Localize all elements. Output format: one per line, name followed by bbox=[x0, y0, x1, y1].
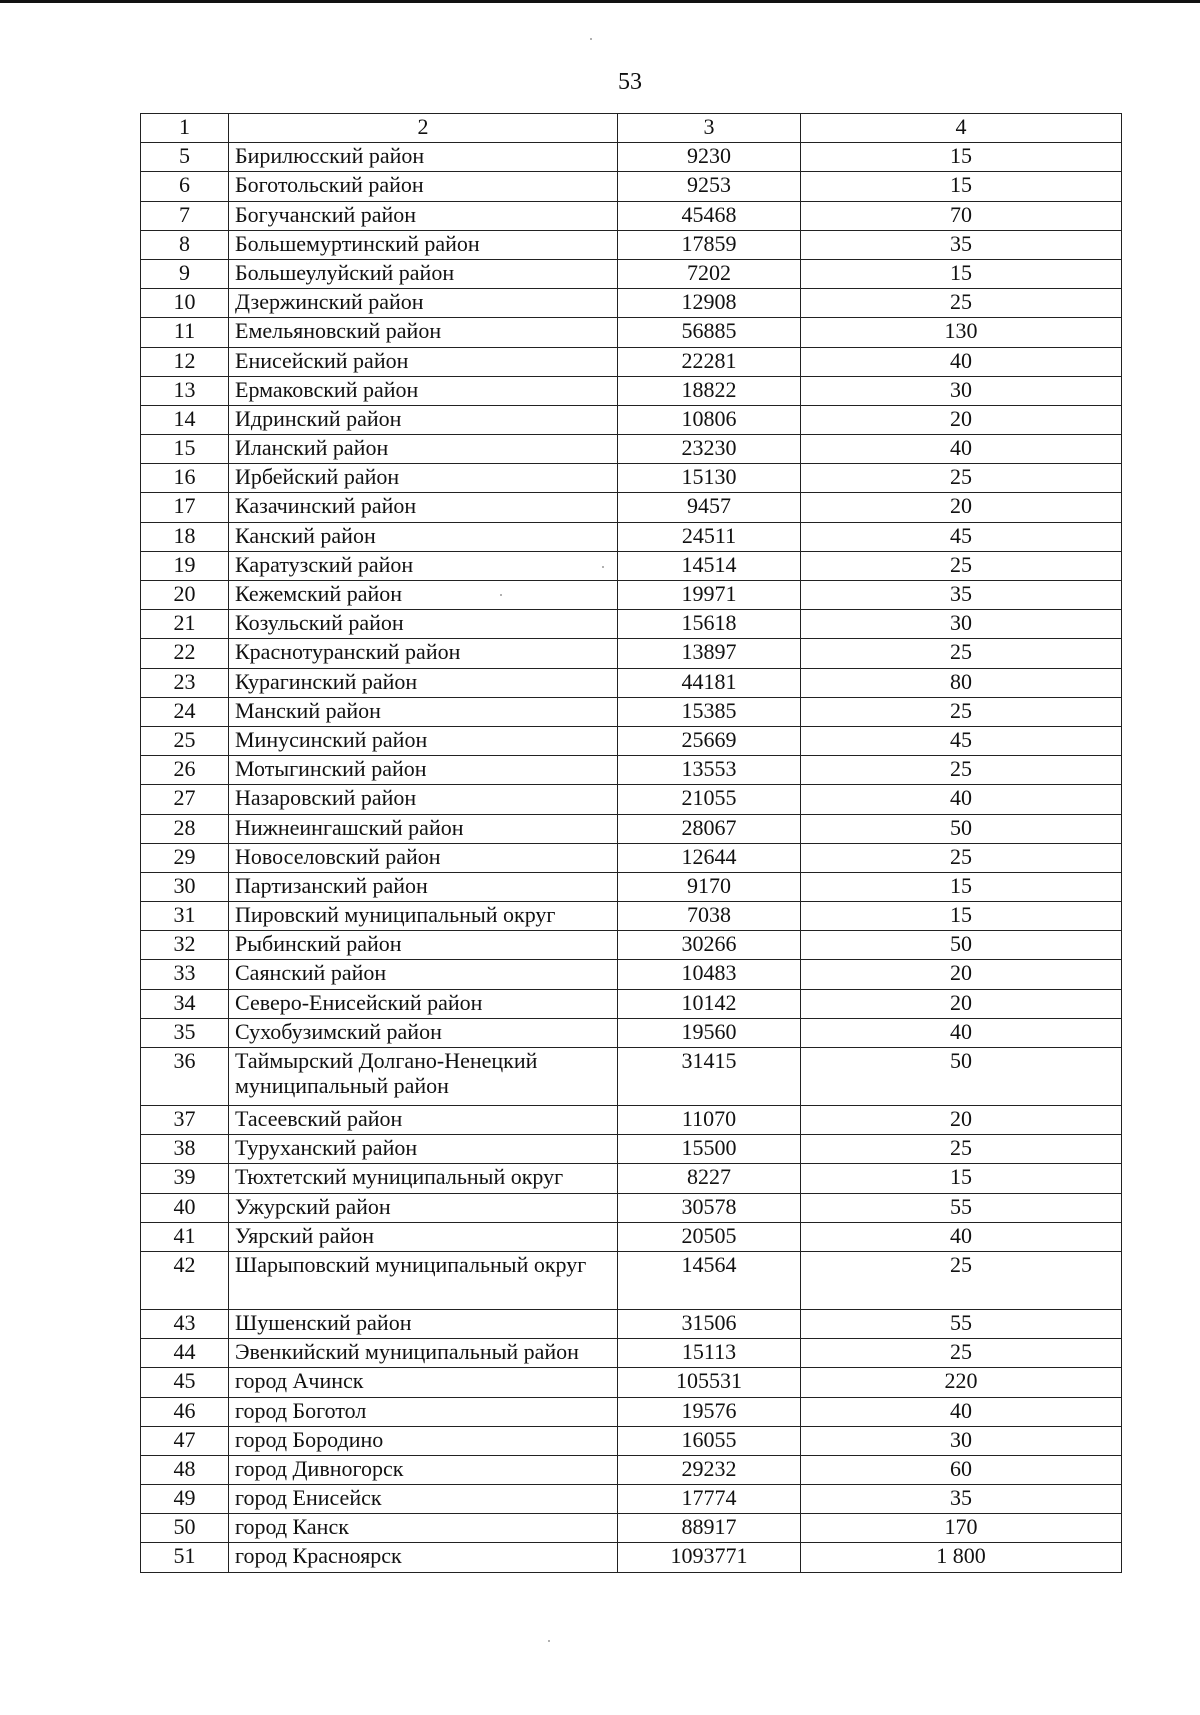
table-row bbox=[141, 172, 1122, 201]
row-number-cell: 35 bbox=[141, 1018, 229, 1047]
quota-cell: 70 bbox=[801, 201, 1122, 230]
table-row bbox=[141, 289, 1122, 318]
district-name-cell: город Дивногорск bbox=[229, 1455, 618, 1484]
table-row bbox=[141, 1309, 1122, 1338]
district-name-cell: Назаровский район bbox=[229, 785, 618, 814]
row-number-cell: 21 bbox=[141, 610, 229, 639]
table-row bbox=[141, 756, 1122, 785]
population-cell: 15130 bbox=[618, 464, 801, 493]
district-name-cell: Канский район bbox=[229, 522, 618, 551]
quota-cell: 50 bbox=[801, 814, 1122, 843]
quota-cell: 25 bbox=[801, 1135, 1122, 1164]
district-name-cell: Таймырский Долгано-Ненецкий муниципальный район bbox=[229, 1048, 618, 1106]
scan-speck bbox=[590, 38, 592, 40]
table-row bbox=[141, 1455, 1122, 1484]
scan-speck bbox=[548, 1640, 550, 1642]
table-row bbox=[141, 1426, 1122, 1455]
row-number-cell: 12 bbox=[141, 347, 229, 376]
population-cell: 10483 bbox=[618, 960, 801, 989]
quota-cell: 220 bbox=[801, 1368, 1122, 1397]
population-cell: 20505 bbox=[618, 1222, 801, 1251]
row-number-cell: 33 bbox=[141, 960, 229, 989]
row-number-cell: 9 bbox=[141, 259, 229, 288]
table-row bbox=[141, 1251, 1122, 1309]
header-cell-4: 4 bbox=[801, 114, 1122, 143]
population-cell: 13897 bbox=[618, 639, 801, 668]
population-cell: 11070 bbox=[618, 1106, 801, 1135]
table-row bbox=[141, 1485, 1122, 1514]
quota-cell: 25 bbox=[801, 697, 1122, 726]
row-number-cell: 13 bbox=[141, 376, 229, 405]
quota-cell: 20 bbox=[801, 960, 1122, 989]
header-cell-3: 3 bbox=[618, 114, 801, 143]
quota-cell: 170 bbox=[801, 1514, 1122, 1543]
quota-cell: 20 bbox=[801, 1106, 1122, 1135]
table-row bbox=[141, 1106, 1122, 1135]
district-name-cell: Боготольский район bbox=[229, 172, 618, 201]
district-name-cell: Тюхтетский муниципальный округ bbox=[229, 1164, 618, 1193]
population-cell: 19576 bbox=[618, 1397, 801, 1426]
row-number-cell: 40 bbox=[141, 1193, 229, 1222]
table-row bbox=[141, 931, 1122, 960]
quota-cell: 30 bbox=[801, 376, 1122, 405]
row-number-cell: 5 bbox=[141, 143, 229, 172]
quota-cell: 25 bbox=[801, 756, 1122, 785]
population-cell: 16055 bbox=[618, 1426, 801, 1455]
table-row bbox=[141, 1543, 1122, 1572]
district-name-cell: город Ачинск bbox=[229, 1368, 618, 1397]
district-name-cell: Тасеевский район bbox=[229, 1106, 618, 1135]
row-number-cell: 18 bbox=[141, 522, 229, 551]
row-number-cell: 49 bbox=[141, 1485, 229, 1514]
population-cell: 15618 bbox=[618, 610, 801, 639]
table-row bbox=[141, 230, 1122, 259]
quota-cell: 50 bbox=[801, 1048, 1122, 1106]
row-number-cell: 47 bbox=[141, 1426, 229, 1455]
population-cell: 15113 bbox=[618, 1339, 801, 1368]
quota-cell: 35 bbox=[801, 230, 1122, 259]
row-number-cell: 30 bbox=[141, 872, 229, 901]
population-cell: 22281 bbox=[618, 347, 801, 376]
row-number-cell: 20 bbox=[141, 581, 229, 610]
row-number-cell: 51 bbox=[141, 1543, 229, 1572]
row-number-cell: 46 bbox=[141, 1397, 229, 1426]
row-number-cell: 22 bbox=[141, 639, 229, 668]
district-name-cell: Северо-Енисейский район bbox=[229, 989, 618, 1018]
district-name-cell: Пировский муниципальный округ bbox=[229, 902, 618, 931]
quota-cell: 25 bbox=[801, 289, 1122, 318]
table-row bbox=[141, 1193, 1122, 1222]
population-cell: 12908 bbox=[618, 289, 801, 318]
population-cell: 19971 bbox=[618, 581, 801, 610]
row-number-cell: 42 bbox=[141, 1251, 229, 1309]
population-cell: 14564 bbox=[618, 1251, 801, 1309]
population-cell: 17859 bbox=[618, 230, 801, 259]
population-cell: 29232 bbox=[618, 1455, 801, 1484]
row-number-cell: 6 bbox=[141, 172, 229, 201]
district-name-cell: Партизанский район bbox=[229, 872, 618, 901]
district-name-cell: Емельяновский район bbox=[229, 318, 618, 347]
population-cell: 30266 bbox=[618, 931, 801, 960]
row-number-cell: 28 bbox=[141, 814, 229, 843]
population-cell: 21055 bbox=[618, 785, 801, 814]
table-row bbox=[141, 872, 1122, 901]
quota-cell: 25 bbox=[801, 639, 1122, 668]
table-row bbox=[141, 435, 1122, 464]
population-cell: 25669 bbox=[618, 726, 801, 755]
district-name-cell: город Енисейск bbox=[229, 1485, 618, 1514]
district-name-cell: Эвенкийский муниципальный район bbox=[229, 1339, 618, 1368]
district-name-cell: город Боготол bbox=[229, 1397, 618, 1426]
district-name-cell: город Бородино bbox=[229, 1426, 618, 1455]
table-row bbox=[141, 1164, 1122, 1193]
population-cell: 24511 bbox=[618, 522, 801, 551]
population-cell: 15500 bbox=[618, 1135, 801, 1164]
population-cell: 9170 bbox=[618, 872, 801, 901]
quota-cell: 15 bbox=[801, 143, 1122, 172]
table-row bbox=[141, 376, 1122, 405]
population-cell: 45468 bbox=[618, 201, 801, 230]
table-row bbox=[141, 581, 1122, 610]
table-row bbox=[141, 960, 1122, 989]
quota-cell: 55 bbox=[801, 1309, 1122, 1338]
district-name-cell: Енисейский район bbox=[229, 347, 618, 376]
district-name-cell: Сухобузимский район bbox=[229, 1018, 618, 1047]
quota-cell: 20 bbox=[801, 989, 1122, 1018]
table-row bbox=[141, 989, 1122, 1018]
quota-cell: 35 bbox=[801, 581, 1122, 610]
district-name-cell: Богучанский район bbox=[229, 201, 618, 230]
row-number-cell: 41 bbox=[141, 1222, 229, 1251]
district-name-cell: Мотыгинский район bbox=[229, 756, 618, 785]
table-row bbox=[141, 493, 1122, 522]
quota-cell: 20 bbox=[801, 405, 1122, 434]
row-number-cell: 39 bbox=[141, 1164, 229, 1193]
district-name-cell: Туруханский район bbox=[229, 1135, 618, 1164]
quota-cell: 40 bbox=[801, 1222, 1122, 1251]
district-name-cell: Бирилюсский район bbox=[229, 143, 618, 172]
row-number-cell: 14 bbox=[141, 405, 229, 434]
row-number-cell: 23 bbox=[141, 668, 229, 697]
population-cell: 10806 bbox=[618, 405, 801, 434]
district-name-cell: город Канск bbox=[229, 1514, 618, 1543]
row-number-cell: 31 bbox=[141, 902, 229, 931]
table-row bbox=[141, 843, 1122, 872]
table-row bbox=[141, 1514, 1122, 1543]
district-name-cell: Казачинский район bbox=[229, 493, 618, 522]
quota-cell: 35 bbox=[801, 1485, 1122, 1514]
population-cell: 7038 bbox=[618, 902, 801, 931]
row-number-cell: 17 bbox=[141, 493, 229, 522]
quota-cell: 15 bbox=[801, 172, 1122, 201]
header-cell-2: 2 bbox=[229, 114, 618, 143]
table-row bbox=[141, 902, 1122, 931]
row-number-cell: 37 bbox=[141, 1106, 229, 1135]
quota-cell: 130 bbox=[801, 318, 1122, 347]
population-cell: 44181 bbox=[618, 668, 801, 697]
row-number-cell: 10 bbox=[141, 289, 229, 318]
quota-cell: 25 bbox=[801, 843, 1122, 872]
row-number-cell: 32 bbox=[141, 931, 229, 960]
quota-cell: 40 bbox=[801, 785, 1122, 814]
row-number-cell: 25 bbox=[141, 726, 229, 755]
table-row bbox=[141, 318, 1122, 347]
population-cell: 18822 bbox=[618, 376, 801, 405]
row-number-cell: 38 bbox=[141, 1135, 229, 1164]
table-row bbox=[141, 405, 1122, 434]
table-header-row bbox=[141, 114, 1122, 143]
table-row bbox=[141, 639, 1122, 668]
district-name-cell: Козульский район bbox=[229, 610, 618, 639]
quota-cell: 30 bbox=[801, 1426, 1122, 1455]
population-cell: 9457 bbox=[618, 493, 801, 522]
scan-speck bbox=[500, 594, 502, 596]
district-name-cell: Рыбинский район bbox=[229, 931, 618, 960]
table-row bbox=[141, 1048, 1122, 1106]
population-cell: 13553 bbox=[618, 756, 801, 785]
district-name-cell: Большемуртинский район bbox=[229, 230, 618, 259]
quota-cell: 45 bbox=[801, 726, 1122, 755]
quota-cell: 40 bbox=[801, 1018, 1122, 1047]
row-number-cell: 29 bbox=[141, 843, 229, 872]
population-cell: 15385 bbox=[618, 697, 801, 726]
row-number-cell: 24 bbox=[141, 697, 229, 726]
population-cell: 105531 bbox=[618, 1368, 801, 1397]
table-row bbox=[141, 551, 1122, 580]
district-name-cell: Ермаковский район bbox=[229, 376, 618, 405]
population-cell: 30578 bbox=[618, 1193, 801, 1222]
table-row bbox=[141, 1397, 1122, 1426]
scan-top-edge bbox=[0, 0, 1200, 3]
quota-cell: 40 bbox=[801, 435, 1122, 464]
table-row bbox=[141, 726, 1122, 755]
population-cell: 31506 bbox=[618, 1309, 801, 1338]
district-name-cell: Идринский район bbox=[229, 405, 618, 434]
population-cell: 14514 bbox=[618, 551, 801, 580]
quota-cell: 80 bbox=[801, 668, 1122, 697]
quota-cell: 25 bbox=[801, 464, 1122, 493]
quota-cell: 40 bbox=[801, 1397, 1122, 1426]
population-cell: 7202 bbox=[618, 259, 801, 288]
district-name-cell: Ирбейский район bbox=[229, 464, 618, 493]
quota-cell: 20 bbox=[801, 493, 1122, 522]
table-row bbox=[141, 464, 1122, 493]
population-cell: 28067 bbox=[618, 814, 801, 843]
row-number-cell: 15 bbox=[141, 435, 229, 464]
district-name-cell: Кежемский район bbox=[229, 581, 618, 610]
table-row bbox=[141, 259, 1122, 288]
quota-cell: 25 bbox=[801, 551, 1122, 580]
population-cell: 9253 bbox=[618, 172, 801, 201]
district-name-cell: Новоселовский район bbox=[229, 843, 618, 872]
page-number: 53 bbox=[618, 69, 642, 95]
table-row bbox=[141, 697, 1122, 726]
population-cell: 1093771 bbox=[618, 1543, 801, 1572]
row-number-cell: 48 bbox=[141, 1455, 229, 1484]
quota-cell: 25 bbox=[801, 1251, 1122, 1309]
population-cell: 12644 bbox=[618, 843, 801, 872]
district-name-cell: Дзержинский район bbox=[229, 289, 618, 318]
district-name-cell: Ужурский район bbox=[229, 1193, 618, 1222]
district-name-cell: Минусинский район bbox=[229, 726, 618, 755]
table-row bbox=[141, 1135, 1122, 1164]
quota-cell: 15 bbox=[801, 902, 1122, 931]
row-number-cell: 44 bbox=[141, 1339, 229, 1368]
table-row bbox=[141, 610, 1122, 639]
district-name-cell: Уярский район bbox=[229, 1222, 618, 1251]
quota-cell: 15 bbox=[801, 872, 1122, 901]
district-name-cell: Саянский район bbox=[229, 960, 618, 989]
population-cell: 10142 bbox=[618, 989, 801, 1018]
district-name-cell: Нижнеингашский район bbox=[229, 814, 618, 843]
quota-cell: 45 bbox=[801, 522, 1122, 551]
row-number-cell: 26 bbox=[141, 756, 229, 785]
population-cell: 17774 bbox=[618, 1485, 801, 1514]
district-name-cell: Шарыповский муниципальный округ bbox=[229, 1251, 618, 1309]
population-cell: 8227 bbox=[618, 1164, 801, 1193]
row-number-cell: 7 bbox=[141, 201, 229, 230]
row-number-cell: 27 bbox=[141, 785, 229, 814]
quota-cell: 55 bbox=[801, 1193, 1122, 1222]
quota-cell: 1 800 bbox=[801, 1543, 1122, 1572]
quota-cell: 50 bbox=[801, 931, 1122, 960]
table-row bbox=[141, 814, 1122, 843]
data-table bbox=[140, 113, 1122, 1573]
header-cell-1: 1 bbox=[141, 114, 229, 143]
table-row bbox=[141, 1368, 1122, 1397]
quota-cell: 60 bbox=[801, 1455, 1122, 1484]
quota-cell: 30 bbox=[801, 610, 1122, 639]
table-row bbox=[141, 143, 1122, 172]
table-row bbox=[141, 1339, 1122, 1368]
table-row bbox=[141, 347, 1122, 376]
quota-cell: 15 bbox=[801, 259, 1122, 288]
row-number-cell: 34 bbox=[141, 989, 229, 1018]
scan-speck bbox=[602, 566, 604, 568]
table-row bbox=[141, 201, 1122, 230]
district-name-cell: Шушенский район bbox=[229, 1309, 618, 1338]
quota-cell: 40 bbox=[801, 347, 1122, 376]
row-number-cell: 8 bbox=[141, 230, 229, 259]
table-row bbox=[141, 1222, 1122, 1251]
population-cell: 9230 bbox=[618, 143, 801, 172]
row-number-cell: 11 bbox=[141, 318, 229, 347]
row-number-cell: 19 bbox=[141, 551, 229, 580]
district-name-cell: Большеулуйский район bbox=[229, 259, 618, 288]
quota-cell: 25 bbox=[801, 1339, 1122, 1368]
row-number-cell: 43 bbox=[141, 1309, 229, 1338]
population-cell: 56885 bbox=[618, 318, 801, 347]
population-cell: 31415 bbox=[618, 1048, 801, 1106]
table-row bbox=[141, 522, 1122, 551]
table-row bbox=[141, 785, 1122, 814]
table-row bbox=[141, 668, 1122, 697]
row-number-cell: 50 bbox=[141, 1514, 229, 1543]
population-cell: 88917 bbox=[618, 1514, 801, 1543]
district-name-cell: Каратузский район bbox=[229, 551, 618, 580]
population-cell: 23230 bbox=[618, 435, 801, 464]
row-number-cell: 45 bbox=[141, 1368, 229, 1397]
table-body bbox=[141, 114, 1122, 1573]
district-name-cell: город Красноярск bbox=[229, 1543, 618, 1572]
row-number-cell: 16 bbox=[141, 464, 229, 493]
quota-cell: 15 bbox=[801, 1164, 1122, 1193]
district-name-cell: Курагинский район bbox=[229, 668, 618, 697]
district-name-cell: Краснотуранский район bbox=[229, 639, 618, 668]
table-row bbox=[141, 1018, 1122, 1047]
district-name-cell: Манский район bbox=[229, 697, 618, 726]
row-number-cell: 36 bbox=[141, 1048, 229, 1106]
district-name-cell: Иланский район bbox=[229, 435, 618, 464]
population-cell: 19560 bbox=[618, 1018, 801, 1047]
